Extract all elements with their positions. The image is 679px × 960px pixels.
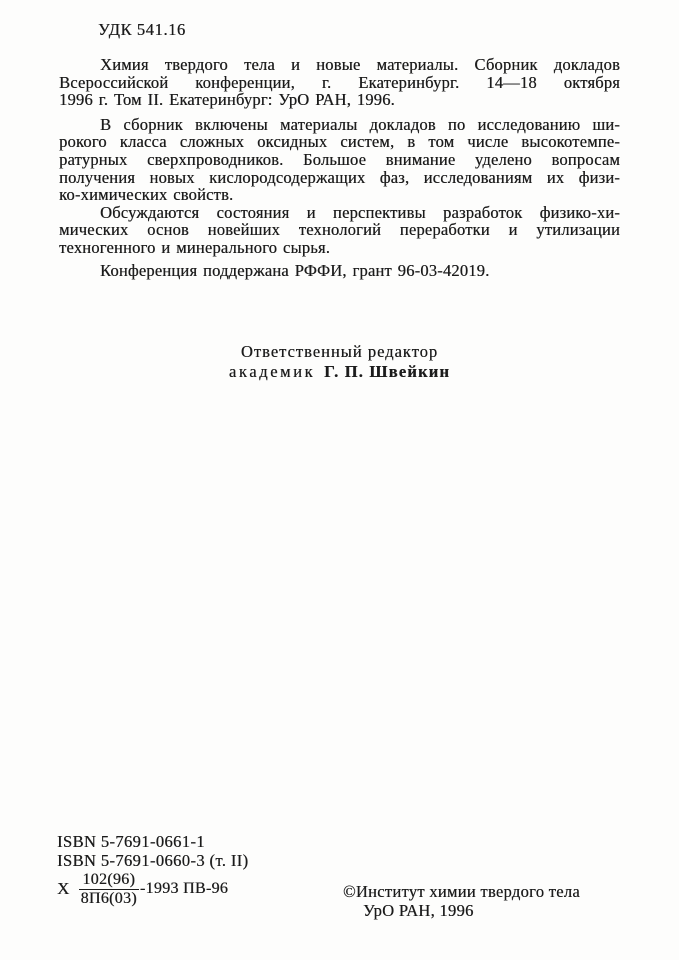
udc-code: УДК 541.16: [98, 20, 186, 39]
isbn-line-2: ISBN 5-7691-0660-3 (т. II): [57, 850, 249, 870]
text-line: 1996 г. Том II. Екатеринбург: УрО РАН, 1996.: [59, 90, 395, 110]
editor-role: Ответственный редактор: [240, 342, 439, 361]
paragraph-grant: [59, 262, 620, 280]
catalog-letter: Х: [57, 879, 70, 898]
text-line: ко-химических свойств.: [59, 185, 234, 205]
copyright-holder: ©Институт химии твердого тела: [343, 882, 580, 901]
catalog-code: [57, 871, 228, 907]
grant-line: Конференция поддержана РФФИ, грант 96-03-42019.: [100, 260, 490, 280]
paragraph-bibliographic: [59, 56, 620, 109]
paragraph-abstract-2: [59, 204, 620, 257]
copyright-year: УрО РАН, 1996: [363, 900, 474, 920]
text-line: В сборник включены материалы докладов по исследованию ши-: [100, 114, 620, 134]
text-line: Химия твердого тела и новые материалы. Сборник докладов: [100, 55, 620, 74]
annotation-block: [59, 56, 620, 279]
editor-block: [59, 342, 620, 381]
isbn-line-1: ISBN 5-7691-0661-1: [57, 832, 205, 851]
isbn-block: [57, 833, 248, 870]
editor-name-line: [59, 362, 620, 382]
text-line: Всероссийской конференции, г. Екатеринбург. 14—18 октября: [59, 72, 620, 92]
text-line: мических основ новейших технологий переработки и утилизации: [59, 220, 620, 240]
editor-name: Г. П. Швейкин: [324, 361, 451, 381]
text-line: Обсуждаются состояния и перспективы разработок физико-хи-: [100, 202, 620, 222]
catalog-numerator: 102(96): [82, 871, 136, 888]
text-line: рокого класса сложных оксидных систем, в том числе высокотемпе-: [59, 132, 620, 152]
catalog-fraction: [79, 871, 139, 907]
text-line: техногенного и минерального сырья.: [59, 237, 331, 257]
catalog-denominator: 8П6(03): [80, 889, 137, 907]
copyright-block: [343, 883, 580, 920]
catalog-suffix: -1993 ПВ-96: [139, 880, 229, 897]
paragraph-abstract-1: [59, 116, 620, 204]
editor-rank: академик: [228, 361, 316, 381]
text-line: получения новых кислородсодержащих фаз, исследованиям их физи-: [59, 167, 620, 187]
text-line: ратурных сверхпроводников. Большое внимание уделено вопросам: [59, 149, 620, 169]
